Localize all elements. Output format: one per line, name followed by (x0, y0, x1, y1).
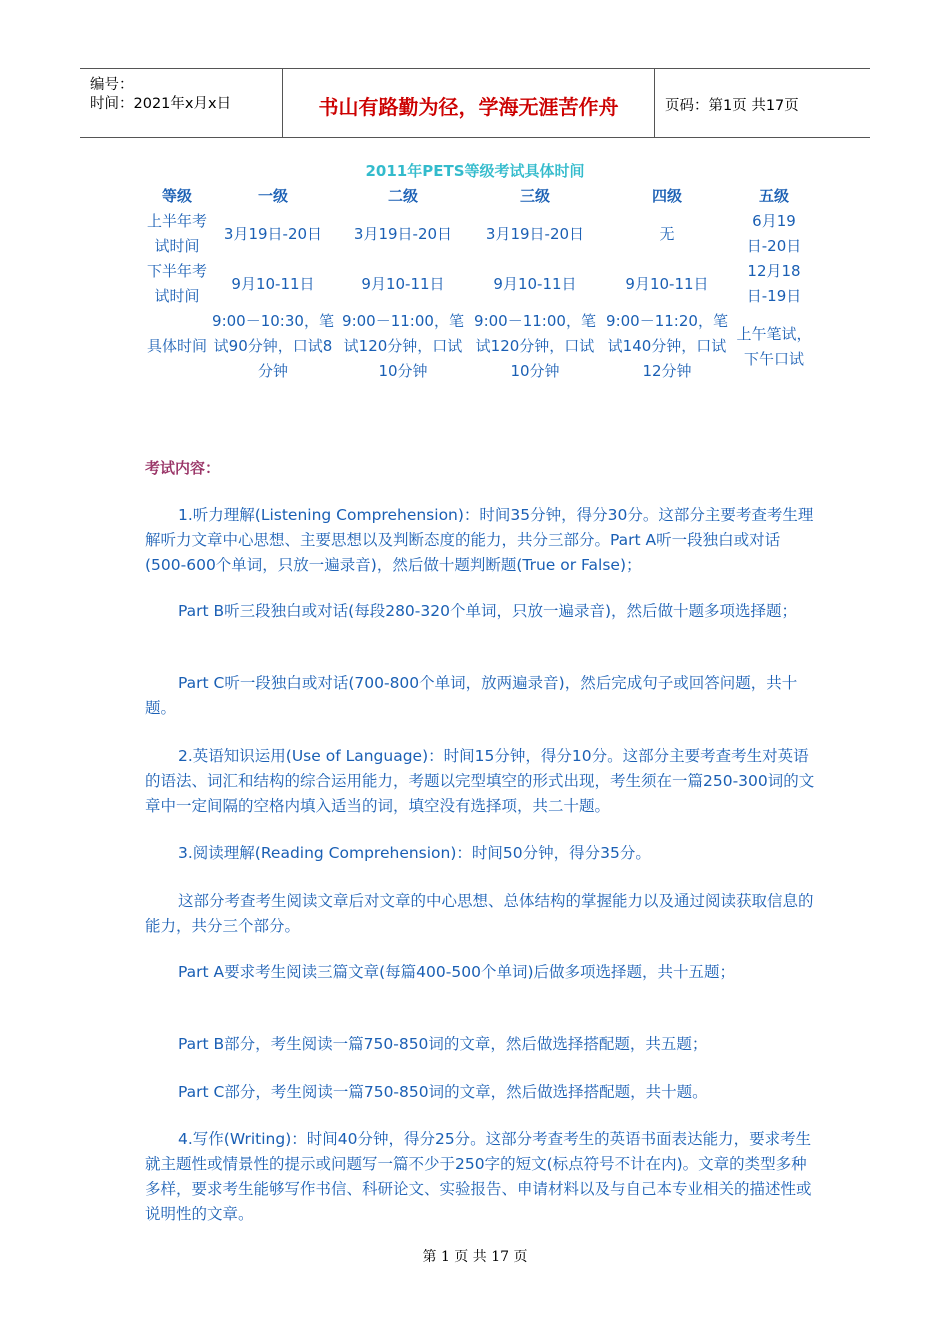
table-header-cell: 三级 (519, 186, 550, 205)
table-cell: 9月10-11日 (493, 274, 577, 293)
table-cell: 无 (659, 224, 675, 243)
table-cell: 9:00－11:00，笔试120分钟，口试10分钟 (474, 312, 596, 380)
table-header-cell: 五级 (758, 186, 789, 205)
row-label: 上半年考试时间 (146, 212, 207, 255)
header-motto-cell (283, 69, 655, 137)
table-cell: 9月10-11日 (625, 274, 709, 293)
motto-text: 书山有路勤为径，学海无涯苦作舟 (318, 95, 619, 119)
paragraph-listening-part-b: Part B听三段独白或对话(每段280-320个单词，只放一遍录音)，然后做十题多项选择题； (178, 602, 798, 620)
table-header-cell: 四级 (651, 186, 682, 205)
table-cell: 3月19日-20日 (485, 224, 585, 243)
table-row (145, 209, 815, 259)
table-cell: 9:00－11:00，笔试120分钟，口试10分钟 (342, 312, 464, 380)
header-page-cell (655, 69, 870, 137)
page-footer: 第 1 页 共 17 页 (422, 1249, 528, 1265)
table-cell: 9月10-11日 (361, 274, 445, 293)
paragraph-reading: 3.阅读理解(Reading Comprehension)：时间50分钟，得分35分。 (178, 844, 651, 862)
paragraph-writing: 4.写作(Writing)：时间40分钟，得分25分。这部分考查考生的英语书面表达能力，要求考生就主题性或情景性的提示或问题写一篇不少于250字的短文(标点符号不计在内)。文章的类型多种多样，要求考生能够写作书信、科研论文、实验报告、申请材料以及与自己本专业相关的描述性或说明性的文章。 (145, 1130, 812, 1223)
paragraph-reading-part-a: Part A要求考生阅读三篇文章(每篇400-500个单词)后做多项选择题，共十五题； (178, 963, 735, 981)
table-cell: 3月19日-20日 (223, 224, 323, 243)
table-cell: 9:00－11:20，笔试140分钟，口试12分钟 (606, 312, 728, 380)
section-heading: 考试内容： (145, 459, 221, 477)
table-header-cell: 二级 (387, 186, 418, 205)
table-cell: 9:00－10:30，笔试90分钟，口试8分钟 (212, 312, 334, 380)
table-row (145, 259, 815, 309)
paragraph-reading-part-b: Part B部分，考生阅读一篇750-850词的文章，然后做选择搭配题，共五题； (178, 1035, 708, 1053)
table-cell: 9月10-11日 (231, 274, 315, 293)
header-info-cell (80, 69, 283, 137)
table-header-cell: 等级 (161, 186, 192, 205)
exam-schedule-table (145, 183, 815, 384)
table-cell: 上午笔试，下午口试 (736, 324, 812, 368)
page-header (80, 68, 870, 138)
paragraph-use-of-language: 2.英语知识运用(Use of Language)：时间15分钟，得分10分。这部分主要考查考生对英语的语法、词汇和结构的综合运用能力，考题以完型填空的形式出现，考生须在一篇250-300词的文章中一定间隔的空格内填入适当的词，填空没有选择项，共二十题。 (145, 747, 815, 815)
table-header-row (145, 183, 815, 209)
row-label: 具体时间 (146, 337, 207, 355)
table-cell: 3月19日-20日 (353, 224, 453, 243)
table-cell: 6月19日-20日 (746, 212, 802, 255)
table-row (145, 309, 815, 384)
paragraph-reading-detail: 这部分考查考生阅读文章后对文章的中心思想、总体结构的掌握能力以及通过阅读获取信息的能力，共分三个部分。 (145, 892, 814, 935)
row-label: 下半年考试时间 (146, 262, 207, 305)
document-title: 2011年PETS等级考试具体时间 (365, 162, 585, 180)
table-cell: 12月18日-19日 (746, 262, 802, 305)
document-number-label: 编号： (90, 77, 134, 93)
table-header-cell: 一级 (257, 186, 288, 205)
document-time-label: 时间：2021年x月x日 (90, 96, 232, 112)
page-info: 页码：第1页 共17页 (665, 98, 799, 114)
paragraph-listening: 1.听力理解(Listening Comprehension)：时间35分钟，得分30分。这部分主要考查考生理解听力文章中心思想、主要思想以及判断态度的能力，共分三部分。Part A听一段独白或对话(500-600个单词，只放一遍录音)，然后做十题判断题(True or False)； (145, 506, 814, 574)
paragraph-listening-part-c: Part C听一段独白或对话(700-800个单词，放两遍录音)，然后完成句子或回答问题，共十题。 (145, 674, 798, 717)
paragraph-reading-part-c: Part C部分，考生阅读一篇750-850词的文章，然后做选择搭配题，共十题。 (178, 1083, 708, 1101)
